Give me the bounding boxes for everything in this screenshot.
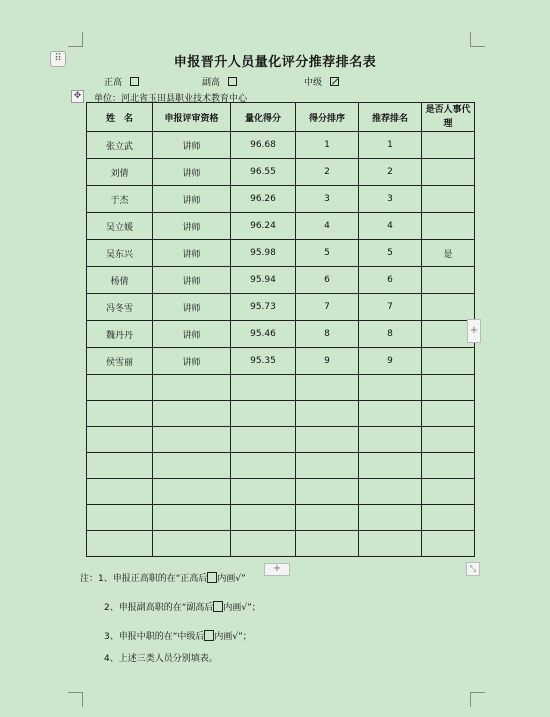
header-score-rank: 得分排序: [296, 103, 359, 132]
level-checkbox-intermediate[interactable]: [330, 77, 339, 86]
note-text: 内画√”；: [214, 632, 252, 642]
empty-cell[interactable]: [231, 479, 296, 505]
note-text: 注：1、申报正高职的在“正高后: [80, 574, 208, 584]
header-qualification: 申报评审资格: [153, 103, 231, 132]
empty-cell[interactable]: [359, 401, 422, 427]
empty-cell[interactable]: [87, 453, 153, 479]
cell-qualification[interactable]: 讲师: [153, 159, 231, 186]
cell-recommend-rank[interactable]: 5: [359, 240, 422, 267]
cell-score-rank[interactable]: 9: [296, 348, 359, 375]
cell-personnel-agency[interactable]: 是: [422, 240, 475, 267]
empty-cell[interactable]: [359, 453, 422, 479]
resize-icon[interactable]: ⤡: [466, 562, 480, 576]
header-recommend-rank: 推荐排名: [359, 103, 422, 132]
cell-qualification[interactable]: 讲师: [153, 321, 231, 348]
empty-cell[interactable]: [231, 375, 296, 401]
margin-corner-top-right: [470, 32, 485, 47]
header-name: 姓 名: [87, 103, 153, 132]
empty-cell[interactable]: [296, 453, 359, 479]
empty-cell[interactable]: [231, 453, 296, 479]
cell-recommend-rank[interactable]: 2: [359, 159, 422, 186]
cell-name[interactable]: 魏丹丹: [87, 321, 153, 348]
cell-personnel-agency[interactable]: [422, 267, 475, 294]
move-arrows-icon[interactable]: ✥: [71, 90, 84, 103]
margin-corner-bottom-left: [68, 692, 83, 707]
cell-recommend-rank[interactable]: 4: [359, 213, 422, 240]
cell-personnel-agency[interactable]: [422, 213, 475, 240]
table-row: [87, 132, 475, 159]
cell-score-rank[interactable]: 1: [296, 132, 359, 159]
empty-cell[interactable]: [359, 505, 422, 531]
note-checkbox-square: [207, 572, 217, 583]
empty-cell[interactable]: [87, 375, 153, 401]
level-label: 中级: [304, 78, 323, 88]
empty-cell[interactable]: [359, 531, 422, 557]
note-3: [104, 629, 252, 642]
add-row-plus-icon[interactable]: +: [264, 563, 290, 576]
empty-cell[interactable]: [153, 453, 231, 479]
cell-score[interactable]: 96.68: [231, 132, 296, 159]
add-column-plus-icon[interactable]: +: [467, 319, 481, 343]
cell-name[interactable]: 吴立媛: [87, 213, 153, 240]
table-row: [87, 186, 475, 213]
empty-cell[interactable]: [87, 401, 153, 427]
empty-cell[interactable]: [153, 479, 231, 505]
table-row: [87, 294, 475, 321]
cell-qualification[interactable]: 讲师: [153, 240, 231, 267]
cell-qualification[interactable]: 讲师: [153, 213, 231, 240]
empty-cell[interactable]: [296, 375, 359, 401]
header-score: 量化得分: [231, 103, 296, 132]
cell-score[interactable]: 96.26: [231, 186, 296, 213]
note-text: 内画√”；: [223, 603, 261, 613]
cell-score[interactable]: 96.55: [231, 159, 296, 186]
cell-score-rank[interactable]: 3: [296, 186, 359, 213]
cell-name[interactable]: 吴东兴: [87, 240, 153, 267]
cell-score[interactable]: 95.98: [231, 240, 296, 267]
empty-cell[interactable]: [422, 427, 475, 453]
empty-cell[interactable]: [87, 505, 153, 531]
margin-corner-bottom-right: [470, 692, 485, 707]
empty-cell[interactable]: [87, 531, 153, 557]
note-text: 2、申报副高职的在“副高后: [104, 603, 214, 613]
cell-qualification[interactable]: 讲师: [153, 132, 231, 159]
empty-table-row: [87, 505, 475, 531]
empty-table-row: [87, 375, 475, 401]
empty-cell[interactable]: [296, 531, 359, 557]
cell-qualification[interactable]: 讲师: [153, 294, 231, 321]
empty-table-row: [87, 401, 475, 427]
empty-cell[interactable]: [231, 505, 296, 531]
cell-score-rank[interactable]: 6: [296, 267, 359, 294]
cell-name[interactable]: 杨倩: [87, 267, 153, 294]
empty-cell[interactable]: [153, 427, 231, 453]
cell-recommend-rank[interactable]: 1: [359, 132, 422, 159]
table-row: [87, 321, 475, 348]
empty-cell[interactable]: [296, 427, 359, 453]
cell-score[interactable]: 96.24: [231, 213, 296, 240]
cell-recommend-rank[interactable]: 6: [359, 267, 422, 294]
empty-cell[interactable]: [359, 427, 422, 453]
cell-score[interactable]: 95.94: [231, 267, 296, 294]
empty-cell[interactable]: [296, 479, 359, 505]
cell-qualification[interactable]: 讲师: [153, 348, 231, 375]
empty-cell[interactable]: [153, 375, 231, 401]
cell-recommend-rank[interactable]: 8: [359, 321, 422, 348]
cell-score-rank[interactable]: 8: [296, 321, 359, 348]
empty-cell[interactable]: [231, 531, 296, 557]
empty-cell[interactable]: [359, 479, 422, 505]
header-personnel-agency: 是否人事代理: [422, 103, 475, 132]
level-checkbox-vice-senior[interactable]: [228, 77, 237, 86]
empty-cell[interactable]: [87, 479, 153, 505]
note-1: [80, 571, 246, 584]
cell-personnel-agency[interactable]: [422, 294, 475, 321]
margin-corner-top-left: [68, 32, 83, 47]
empty-table-row: [87, 427, 475, 453]
empty-table-row: [87, 453, 475, 479]
cell-score-rank[interactable]: 2: [296, 159, 359, 186]
table-row: [87, 267, 475, 294]
empty-table-row: [87, 479, 475, 505]
cell-recommend-rank[interactable]: 7: [359, 294, 422, 321]
cell-personnel-agency[interactable]: [422, 348, 475, 375]
cell-qualification[interactable]: 讲师: [153, 186, 231, 213]
cell-name[interactable]: 于杰: [87, 186, 153, 213]
table-row: [87, 240, 475, 267]
empty-cell[interactable]: [153, 505, 231, 531]
table-row: [87, 159, 475, 186]
cell-recommend-rank[interactable]: 9: [359, 348, 422, 375]
table-row: [87, 213, 475, 240]
level-option-senior: [104, 75, 139, 88]
empty-cell[interactable]: [231, 427, 296, 453]
empty-cell[interactable]: [153, 401, 231, 427]
empty-cell[interactable]: [422, 453, 475, 479]
empty-cell[interactable]: [153, 531, 231, 557]
cell-recommend-rank[interactable]: 3: [359, 186, 422, 213]
ranking-table: [86, 102, 475, 557]
table-row: [87, 348, 475, 375]
empty-cell[interactable]: [87, 427, 153, 453]
note-4: 4、上述三类人员分别填表。: [104, 654, 218, 664]
unit-line: 单位：河北省玉田县职业技术教育中心: [94, 94, 248, 104]
level-option-intermediate: [304, 75, 339, 88]
cell-personnel-agency[interactable]: [422, 132, 475, 159]
cell-name[interactable]: 张立武: [87, 132, 153, 159]
cell-personnel-agency[interactable]: [422, 186, 475, 213]
cell-score-rank[interactable]: 5: [296, 240, 359, 267]
note-checkbox-square: [213, 601, 223, 612]
empty-table-row: [87, 531, 475, 557]
table-header-row: [87, 103, 475, 132]
note-2: [104, 600, 261, 613]
level-label: 副高: [202, 78, 221, 88]
empty-cell[interactable]: [359, 375, 422, 401]
cell-score-rank[interactable]: 4: [296, 213, 359, 240]
level-label: 正高: [104, 78, 123, 88]
empty-cell[interactable]: [296, 505, 359, 531]
empty-cell[interactable]: [296, 401, 359, 427]
empty-cell[interactable]: [231, 401, 296, 427]
document-title: 申报晋升人员量化评分推荐排名表: [173, 55, 377, 70]
cell-name[interactable]: 侯雪丽: [87, 348, 153, 375]
cell-score[interactable]: 95.35: [231, 348, 296, 375]
note-text: 3、申报中职的在“中级后: [104, 632, 205, 642]
note-text: 内画√”: [217, 574, 246, 584]
empty-cell[interactable]: [422, 505, 475, 531]
empty-cell[interactable]: [422, 401, 475, 427]
empty-cell[interactable]: [422, 375, 475, 401]
cell-personnel-agency[interactable]: [422, 159, 475, 186]
cell-qualification[interactable]: 讲师: [153, 267, 231, 294]
grid-handle-icon[interactable]: ⠿: [50, 51, 66, 67]
level-checkbox-senior[interactable]: [130, 77, 139, 86]
cell-name[interactable]: 冯冬雪: [87, 294, 153, 321]
empty-cell[interactable]: [422, 479, 475, 505]
note-checkbox-square: [204, 630, 214, 641]
cell-score-rank[interactable]: 7: [296, 294, 359, 321]
cell-name[interactable]: 刘倩: [87, 159, 153, 186]
level-option-vice-senior: [202, 75, 237, 88]
cell-score[interactable]: 95.46: [231, 321, 296, 348]
cell-score[interactable]: 95.73: [231, 294, 296, 321]
empty-cell[interactable]: [422, 531, 475, 557]
